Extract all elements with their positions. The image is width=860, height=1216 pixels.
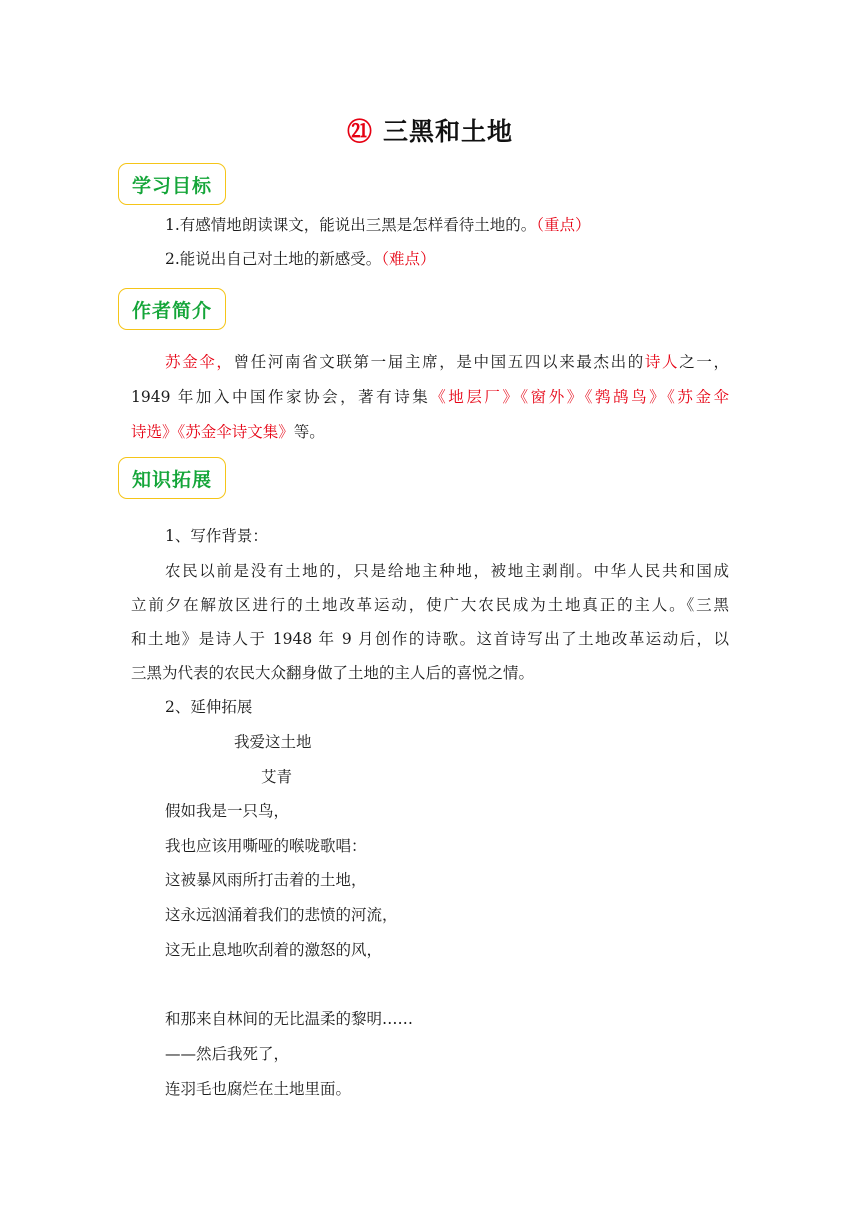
book-title: 《苏金伞诗文集》 [177,423,294,441]
author-line-3 [131,422,325,442]
author-desc: 曾任河南省文联第一届主席，是中国五四以来最杰出的 [233,353,645,371]
section-heading-author: 作者简介 [118,288,226,330]
objective-text: 1.有感情地朗读课文，能说出三黑是怎样看待土地的。 [165,216,537,234]
section-heading-knowledge: 知识拓展 [118,457,226,499]
poem-line: 连羽毛也腐烂在土地里面。 [165,1080,352,1098]
objective-tag: （难点） [381,250,436,268]
background-line-1: 农民以前是没有土地的，只是给地主种地，被地主剥削。中华人民共和国成 [165,562,729,580]
poem-author: 艾青 [261,768,293,786]
poem-title: 我爱这土地 [234,733,312,751]
objective-text: 2.能说出自己对土地的新感受。 [165,250,382,268]
objective-item-2 [165,249,436,269]
background-line-3: 和土地》是诗人于 1948 年 9 月创作的诗歌。这首诗写出了土地改革运动后，以 [131,630,729,648]
objective-item-1 [165,215,591,235]
background-label: 1、写作背景： [165,527,268,545]
poem-line: ——然后我死了， [165,1045,290,1063]
book-title: 《地层厂》 [430,388,521,406]
extension-label: 2、延伸拓展 [165,698,253,716]
author-desc-end: 等。 [293,423,325,441]
author-name: 苏金伞， [165,353,234,371]
objective-tag: （重点） [536,216,591,234]
poem-line: 这被暴风雨所打击着的土地， [165,871,367,889]
book-title: 《窗外》 [520,388,585,406]
author-poet-term: 诗人 [644,353,680,371]
author-line-1 [165,352,729,372]
lesson-title: 三黑和土地 [383,117,514,146]
poem-line: 这永远汹涌着我们的悲愤的河流， [165,906,398,924]
author-desc-end: 之一， [679,353,729,371]
book-title: 《苏金伞 [667,388,729,406]
author-line-2 [131,387,729,407]
lesson-number: ㉑ [346,117,373,146]
poem-line: 这无止息地吹刮着的激怒的风， [165,941,383,959]
author-desc: 1949 年加入中国作家协会，著有诗集 [131,388,431,406]
section-heading-objectives: 学习目标 [118,163,226,205]
background-line-4: 三黑为代表的农民大众翻身做了土地的主人后的喜悦之情。 [131,664,535,682]
background-line-2: 立前夕在解放区进行的土地改革运动，使广大农民成为土地真正的主人。《三黑 [131,596,729,614]
poem-line: 假如我是一只鸟， [165,802,290,820]
poem-line: 我也应该用嘶哑的喉咙歌唱： [165,837,367,855]
poem-line: 和那来自林间的无比温柔的黎明…… [165,1010,414,1028]
page-title [0,112,860,148]
book-title: 诗选》 [131,423,178,441]
book-title: 《鹁鸪鸟》 [584,388,668,406]
